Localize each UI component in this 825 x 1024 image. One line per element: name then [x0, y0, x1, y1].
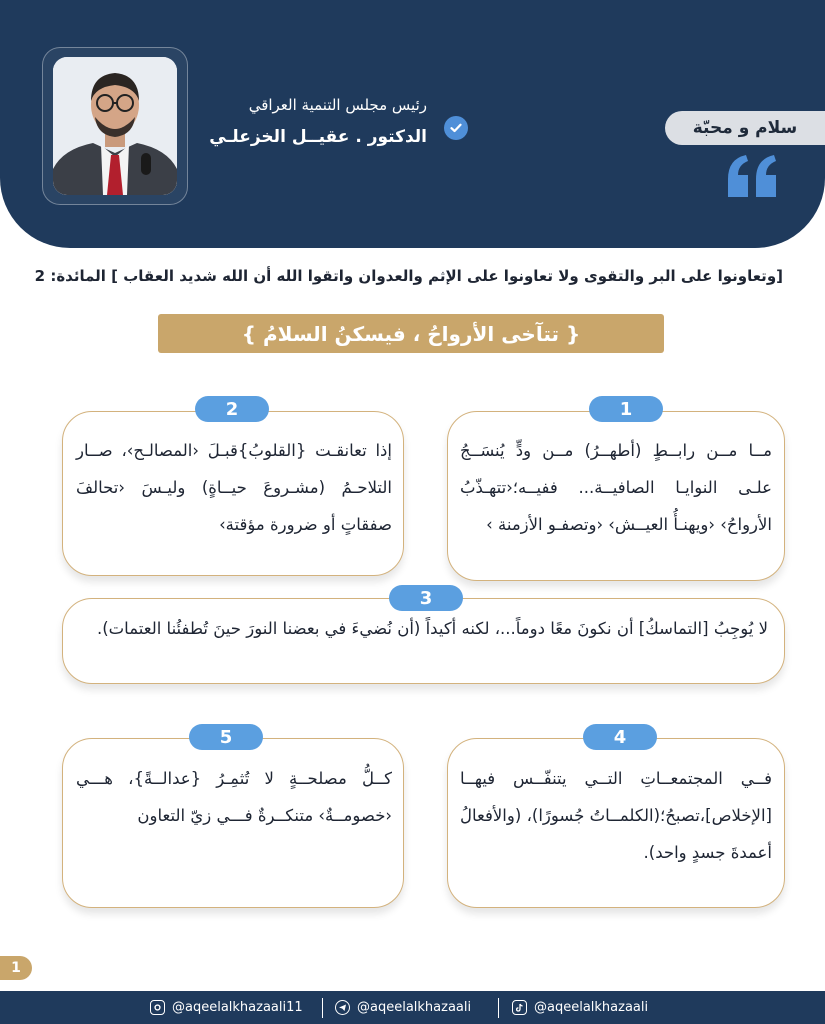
social-instagram[interactable] [150, 991, 303, 1024]
profile-photo [53, 57, 177, 195]
card-4-text: فــي المجتمعــاتِ التــي يتنفّــس فيهــا [الإخلاص]،تصبحُ؛(الكلمــاتُ جُسورًا)، (والأفعالُ أعمدةَ جسدٍ واحد). [460, 769, 772, 862]
page-number: 1 [0, 956, 32, 980]
quran-verse: [وتعاونوا على البر والتقوى ولا تعاونوا على الإثم والعدوان واتقوا الله أن الله شديد العقاب ] المائدة: 2 [34, 267, 783, 285]
telegram-icon [335, 1000, 350, 1015]
card-2-number-badge: 2 [195, 396, 269, 422]
header-banner [0, 0, 825, 248]
social-handle: @aqeelalkhazaali11 [172, 1000, 303, 1015]
card-5-text: كــلُّ مصلحــةٍ لا تُثمِـرُ {عدالــةً}، هـــي ‹خصومــةٌ› متنكــرةٌ فـــي زيّ التعاون [76, 769, 392, 825]
footer-divider [322, 998, 323, 1018]
footer-bar [0, 991, 825, 1024]
card-5-number-badge: 5 [189, 724, 263, 750]
instagram-icon [150, 1000, 165, 1015]
card-3-number-badge: 3 [389, 585, 463, 611]
tiktok-icon [512, 1000, 527, 1015]
portrait-illustration [53, 57, 177, 195]
social-telegram[interactable] [335, 991, 471, 1024]
title-role: رئيس مجلس التنمية العراقي [248, 96, 427, 114]
verified-badge-icon [444, 116, 468, 140]
social-tiktok[interactable] [512, 991, 648, 1024]
card-3-text: لا يُوجِبُ [التماسكُ] أن نكونَ معًا دوماً...، لكنه أكيداً (أن نُضيءَ في بعضنا النورَ حينَ تُطفئُنا العتمات). [96, 619, 768, 638]
greeting-tag: سلام و محبّة [665, 111, 825, 145]
card-1-text: مــا مــن رابــطٍ (أطهــرُ) مــن ودٍّ يُنسَــجُ علـى النوايـا الصافيــة... ففيــه؛‹تتهـذّبُ الأرواحُ› ‹ويهنـأُ العيــش› ‹وتصفـو الأزمنة › [460, 441, 772, 534]
author-name: الدكتور . عقيــل الخزعلـي [209, 127, 427, 147]
card-2-text: إذا تعانقـت {القلوبُ}قبـلَ ‹المصالـح›، صــار التلاحـمُ (مشـروعَ حيــاةٍ) وليـسَ ‹تحالفَ صفقاتٍ أو ضرورة مؤقتة› [76, 441, 392, 534]
headline-banner: { تتآخى الأرواحُ ، فيسكنُ السلامُ } [158, 314, 664, 353]
footer-divider [498, 998, 499, 1018]
card-1-number-badge: 1 [589, 396, 663, 422]
social-handle: @aqeelalkhazaali [357, 1000, 472, 1015]
card-4-number-badge: 4 [583, 724, 657, 750]
social-handle: @aqeelalkhazaali [534, 1000, 649, 1015]
quote-mark-icon [724, 153, 780, 197]
